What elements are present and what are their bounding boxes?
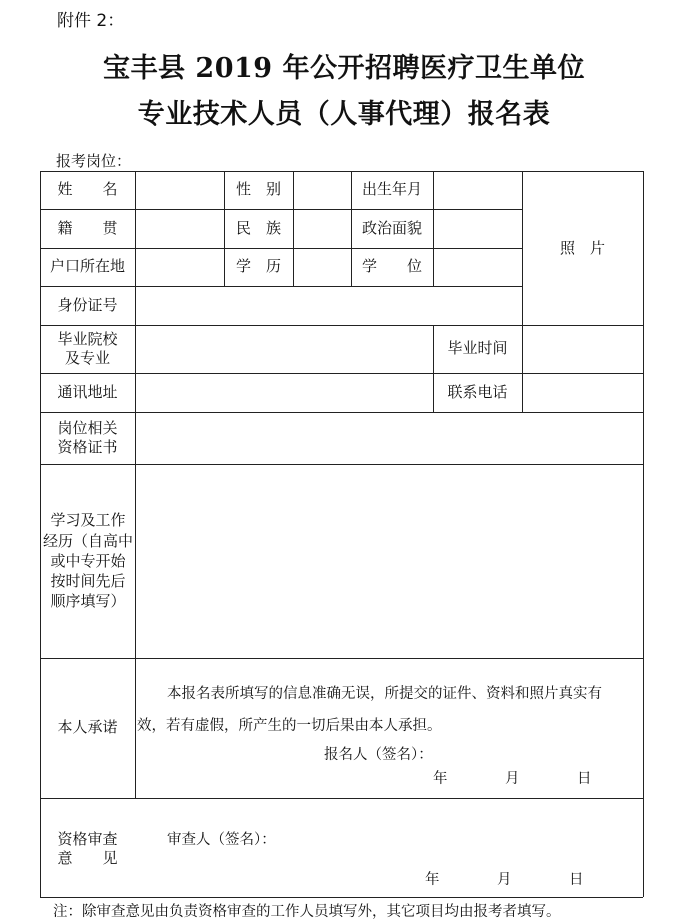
attachment-label: 附件 2： <box>57 11 125 31</box>
native-place-field[interactable] <box>136 210 223 248</box>
photo-label: 照 片 <box>559 239 605 257</box>
resume-label-line4: 按时间先后 <box>50 572 126 591</box>
resume-label-line1: 学习及工作 <box>50 511 126 530</box>
education-label: 学 历 <box>235 257 281 276</box>
photo-box[interactable] <box>522 171 643 325</box>
review-date-month: 月 <box>497 872 512 888</box>
review-label-line2: 意 见 <box>57 849 118 867</box>
political-field[interactable] <box>434 210 521 248</box>
certificate-label-line2: 资格证书 <box>57 438 118 456</box>
school-label-line2: 及专业 <box>64 349 110 367</box>
grad-time-field[interactable] <box>523 326 642 373</box>
applicant-date-year: 年 <box>433 771 448 787</box>
id-number-label: 身份证号 <box>57 295 118 314</box>
pledge-label: 本人承诺 <box>57 718 118 737</box>
resume-label <box>40 464 136 658</box>
phone-field[interactable] <box>523 374 642 412</box>
ethnicity-field[interactable] <box>294 210 350 248</box>
reviewer-sign-label: 审查人（签名）： <box>167 832 276 848</box>
resume-label-line5: 顺序填写） <box>50 592 126 611</box>
birth-label: 出生年月 <box>361 180 422 199</box>
name-label: 姓 名 <box>57 180 118 199</box>
certificate-field[interactable] <box>136 413 642 464</box>
form-title-line2: 专业技术人员（人事代理）报名表 <box>137 99 551 130</box>
degree-label: 学 位 <box>361 257 422 276</box>
position-label: 报考岗位： <box>56 152 132 170</box>
certificate-label <box>40 412 135 464</box>
native-place-label: 籍 贯 <box>57 218 118 237</box>
ethnicity-label: 民 族 <box>235 218 281 237</box>
gender-field[interactable] <box>294 172 350 209</box>
name-field[interactable] <box>136 172 223 209</box>
address-field[interactable] <box>136 374 432 412</box>
school-label <box>40 325 135 373</box>
birth-field[interactable] <box>434 172 521 209</box>
review-date-year: 年 <box>425 872 440 888</box>
phone-label: 联系电话 <box>447 382 508 401</box>
resume-field[interactable] <box>136 465 642 658</box>
review-date-day: 日 <box>569 872 584 888</box>
grad-time-label: 毕业时间 <box>447 339 508 358</box>
political-label: 政治面貌 <box>361 218 422 237</box>
education-field[interactable] <box>294 249 350 286</box>
review-label <box>40 828 135 870</box>
review-label-line1: 资格审查 <box>57 829 118 848</box>
id-number-field[interactable] <box>136 287 521 325</box>
hukou-label: 户口所在地 <box>49 257 125 276</box>
address-label: 通讯地址 <box>57 382 118 401</box>
footnote: 注：除审查意见由负责资格审查的工作人员填写外，其它项目均由报考者填写。 <box>53 904 561 920</box>
school-field[interactable] <box>136 326 432 373</box>
resume-label-line2: 经历（自高中 <box>42 531 133 550</box>
pledge-line1: 本报名表所填写的信息准确无误，所提交的证件、资料和照片真实有 <box>167 686 602 702</box>
school-label-line1: 毕业院校 <box>57 329 118 348</box>
degree-field[interactable] <box>434 249 521 286</box>
applicant-date-month: 月 <box>505 771 520 787</box>
form-title-line1: 宝丰县 2019 年公开招聘医疗卫生单位 <box>103 53 585 84</box>
applicant-sign-label: 报名人（签名）： <box>324 747 433 763</box>
applicant-date-day: 日 <box>577 771 592 787</box>
gender-label: 性 别 <box>235 180 281 199</box>
resume-label-line3: 或中专开始 <box>50 551 126 570</box>
hukou-field[interactable] <box>136 249 223 286</box>
certificate-label-line1: 岗位相关 <box>57 418 118 437</box>
pledge-line2: 效，若有虚假，所产生的一切后果由本人承担。 <box>137 718 442 734</box>
